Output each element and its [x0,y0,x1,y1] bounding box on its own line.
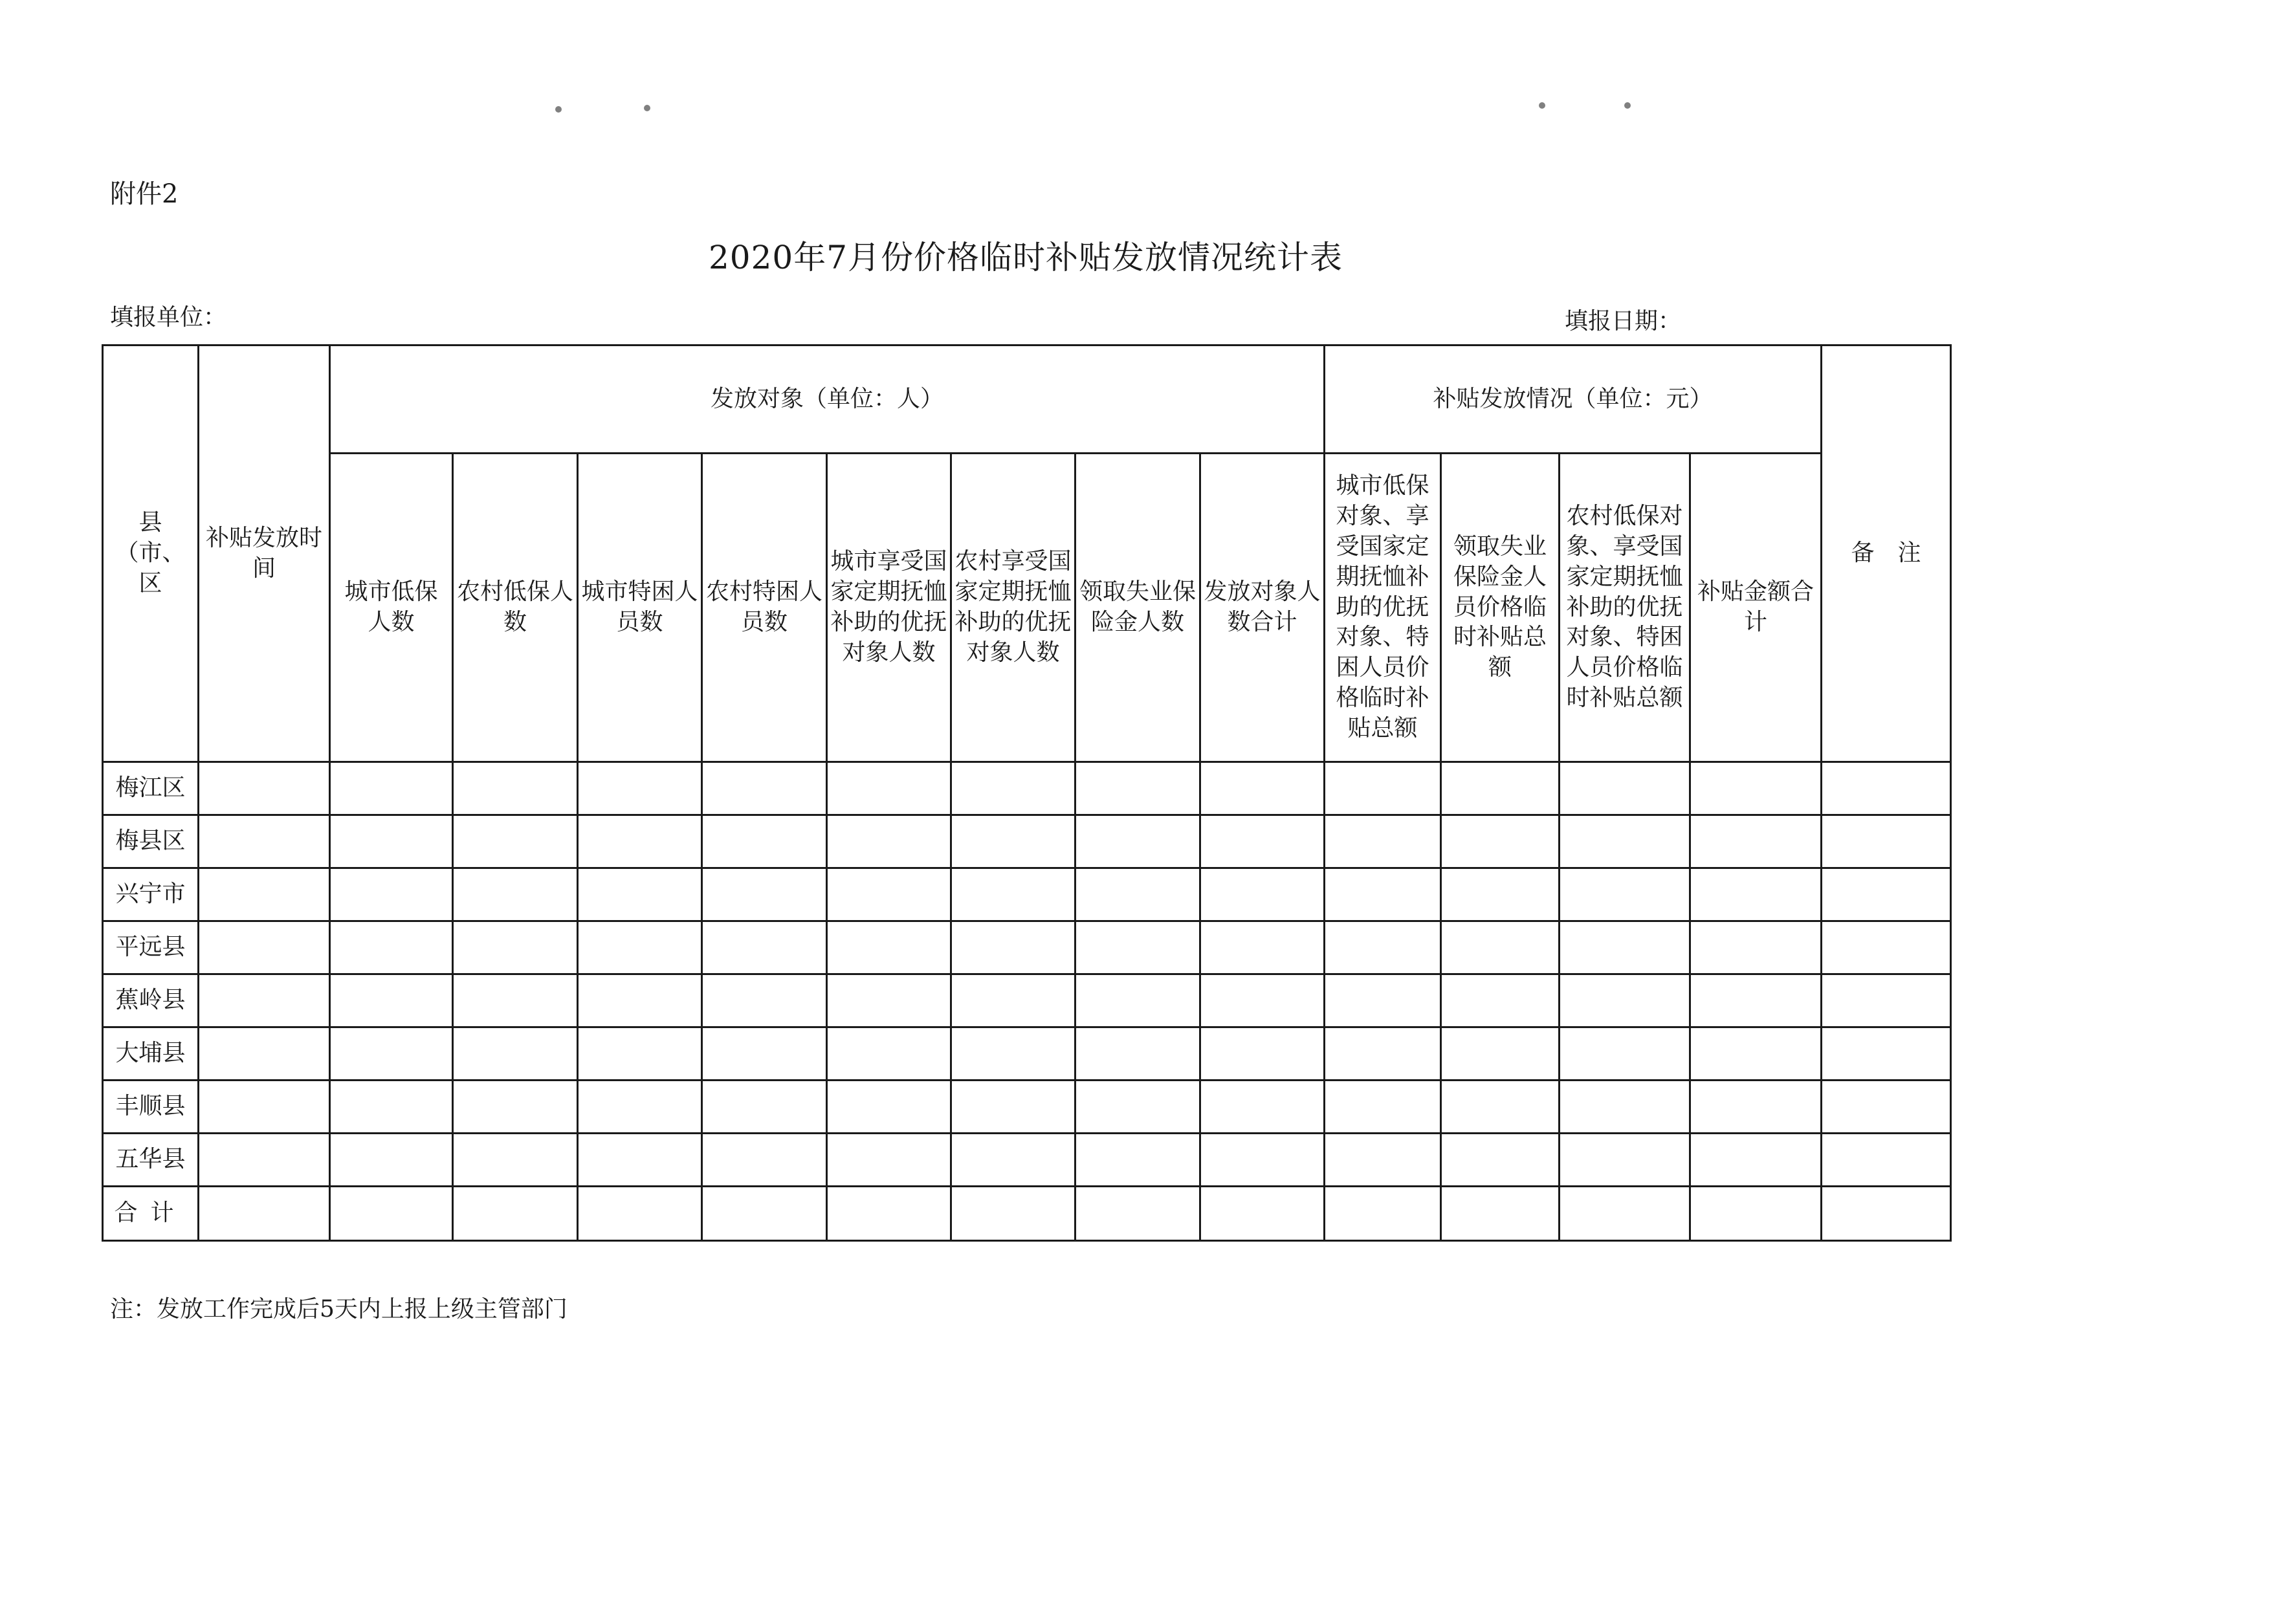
county-name-cell: 丰顺县 [103,1081,199,1134]
header-recipient-col: 发放对象人数合计 [1200,454,1325,762]
blank-entry-cell[interactable] [330,974,453,1027]
header-issue-time: 补贴发放时间 [199,346,330,762]
blank-entry-cell[interactable] [827,1134,951,1187]
blank-entry-cell[interactable] [1690,1134,1822,1187]
table-row [103,974,1951,1027]
scan-speck [1624,102,1631,109]
blank-entry-cell[interactable] [1200,815,1325,868]
blank-entry-cell[interactable] [330,868,453,921]
blank-entry-cell[interactable] [199,1134,330,1187]
blank-entry-cell[interactable] [1441,762,1560,815]
fill-unit-label: 填报单位： [110,304,227,331]
blank-entry-cell[interactable] [1822,1134,1951,1187]
blank-entry-cell[interactable] [1200,974,1325,1027]
blank-entry-cell[interactable] [1690,762,1822,815]
blank-entry-cell[interactable] [1325,974,1441,1027]
blank-entry-cell[interactable] [951,1134,1075,1187]
blank-entry-cell[interactable] [578,1027,702,1081]
blank-entry-cell[interactable] [1822,868,1951,921]
blank-entry-cell[interactable] [1075,1027,1200,1081]
subsidy-statistics-table [102,344,1952,1242]
table-body [103,762,1951,1241]
blank-entry-cell[interactable] [1075,1187,1200,1241]
blank-entry-cell[interactable] [578,815,702,868]
blank-entry-cell[interactable] [1560,974,1690,1027]
blank-entry-cell[interactable] [1560,1187,1690,1241]
blank-entry-cell[interactable] [453,974,578,1027]
table-row [103,1081,1951,1134]
blank-entry-cell[interactable] [578,762,702,815]
blank-entry-cell[interactable] [578,1134,702,1187]
total-label-cell: 合计 [103,1187,199,1241]
blank-entry-cell[interactable] [199,1187,330,1241]
blank-entry-cell[interactable] [951,1081,1075,1134]
blank-entry-cell[interactable] [1560,868,1690,921]
blank-entry-cell[interactable] [827,1027,951,1081]
header-subsidy-col: 农村低保对象、享受国家定期抚恤补助的优抚对象、特困人员价格临时补贴总额 [1560,454,1690,762]
blank-entry-cell[interactable] [1200,1027,1325,1081]
blank-entry-cell[interactable] [1441,868,1560,921]
header-recipient-col: 农村特困人员数 [702,454,827,762]
blank-entry-cell[interactable] [199,868,330,921]
blank-entry-cell[interactable] [453,868,578,921]
blank-entry-cell[interactable] [1822,1027,1951,1081]
table-row [103,1027,1951,1081]
blank-entry-cell[interactable] [951,921,1075,974]
blank-entry-cell[interactable] [330,762,453,815]
blank-entry-cell[interactable] [827,868,951,921]
header-subsidy-col: 补贴金额合计 [1690,454,1822,762]
blank-entry-cell[interactable] [578,921,702,974]
blank-entry-cell[interactable] [1325,762,1441,815]
blank-entry-cell[interactable] [1690,1027,1822,1081]
blank-entry-cell[interactable] [702,1027,827,1081]
blank-entry-cell[interactable] [453,1081,578,1134]
total-row [103,1187,1951,1241]
blank-entry-cell[interactable] [1690,868,1822,921]
blank-entry-cell[interactable] [827,1187,951,1241]
blank-entry-cell[interactable] [1441,974,1560,1027]
table-row [103,1134,1951,1187]
header-group-recipients: 发放对象（单位：人） [330,346,1325,454]
blank-entry-cell[interactable] [1822,974,1951,1027]
header-group-subsidy: 补贴发放情况（单位：元） [1325,346,1822,454]
county-name-cell: 大埔县 [103,1027,199,1081]
blank-entry-cell[interactable] [1075,762,1200,815]
blank-entry-cell[interactable] [951,1027,1075,1081]
blank-entry-cell[interactable] [1441,1027,1560,1081]
blank-entry-cell[interactable] [1200,1081,1325,1134]
blank-entry-cell[interactable] [453,1187,578,1241]
blank-entry-cell[interactable] [199,815,330,868]
blank-entry-cell[interactable] [1200,762,1325,815]
blank-entry-cell[interactable] [1075,815,1200,868]
blank-entry-cell[interactable] [1325,1027,1441,1081]
blank-entry-cell[interactable] [1690,815,1822,868]
blank-entry-cell[interactable] [1560,815,1690,868]
blank-entry-cell[interactable] [1690,1081,1822,1134]
blank-entry-cell[interactable] [453,1027,578,1081]
blank-entry-cell[interactable] [199,762,330,815]
table-row [103,815,1951,868]
blank-entry-cell[interactable] [330,1134,453,1187]
blank-entry-cell[interactable] [1325,1081,1441,1134]
blank-entry-cell[interactable] [330,921,453,974]
blank-entry-cell[interactable] [1325,815,1441,868]
scan-speck [644,105,650,111]
blank-entry-cell[interactable] [702,921,827,974]
blank-entry-cell[interactable] [827,921,951,974]
blank-entry-cell[interactable] [702,815,827,868]
blank-entry-cell[interactable] [1441,815,1560,868]
header-recipient-col: 农村享受国家定期抚恤补助的优抚对象人数 [951,454,1075,762]
blank-entry-cell[interactable] [951,815,1075,868]
blank-entry-cell[interactable] [1822,815,1951,868]
blank-entry-cell[interactable] [578,974,702,1027]
blank-entry-cell[interactable] [702,1187,827,1241]
blank-entry-cell[interactable] [199,1027,330,1081]
blank-entry-cell[interactable] [1822,921,1951,974]
blank-entry-cell[interactable] [453,815,578,868]
blank-entry-cell[interactable] [578,868,702,921]
county-name-cell: 兴宁市 [103,868,199,921]
blank-entry-cell[interactable] [1075,974,1200,1027]
scan-speck [555,106,562,113]
blank-entry-cell[interactable] [1325,921,1441,974]
blank-entry-cell[interactable] [199,974,330,1027]
footnote: 注：发放工作完成后5天内上报上级主管部门 [110,1296,568,1322]
blank-entry-cell[interactable] [1325,1134,1441,1187]
attachment-label: 附件2 [110,179,179,209]
blank-entry-cell[interactable] [951,974,1075,1027]
blank-entry-cell[interactable] [1560,762,1690,815]
header-recipient-col: 领取失业保险金人数 [1075,454,1200,762]
county-name-cell: 梅江区 [103,762,199,815]
county-name-cell: 蕉岭县 [103,974,199,1027]
blank-entry-cell[interactable] [827,1081,951,1134]
blank-entry-cell[interactable] [702,1134,827,1187]
blank-entry-cell[interactable] [1560,1027,1690,1081]
scan-speck [1539,102,1545,109]
table-row [103,921,1951,974]
blank-entry-cell[interactable] [951,868,1075,921]
blank-entry-cell[interactable] [1441,1187,1560,1241]
blank-entry-cell[interactable] [827,815,951,868]
blank-entry-cell[interactable] [578,1187,702,1241]
blank-entry-cell[interactable] [1200,1187,1325,1241]
header-recipient-col: 城市特困人员数 [578,454,702,762]
blank-entry-cell[interactable] [1200,921,1325,974]
blank-entry-cell[interactable] [702,1081,827,1134]
blank-entry-cell[interactable] [827,762,951,815]
blank-entry-cell[interactable] [1325,868,1441,921]
blank-entry-cell[interactable] [702,868,827,921]
blank-entry-cell[interactable] [578,1081,702,1134]
blank-entry-cell[interactable] [330,1027,453,1081]
blank-entry-cell[interactable] [1075,868,1200,921]
blank-entry-cell[interactable] [1200,868,1325,921]
table-row [103,868,1951,921]
blank-entry-cell[interactable] [1075,1134,1200,1187]
blank-entry-cell[interactable] [827,974,951,1027]
blank-entry-cell[interactable] [453,1134,578,1187]
blank-entry-cell[interactable] [1822,762,1951,815]
blank-entry-cell[interactable] [702,762,827,815]
blank-entry-cell[interactable] [1690,1187,1822,1241]
blank-entry-cell[interactable] [1200,1134,1325,1187]
header-recipient-col: 城市享受国家定期抚恤补助的优抚对象人数 [827,454,951,762]
blank-entry-cell[interactable] [1560,1081,1690,1134]
header-recipient-col: 城市低保人数 [330,454,453,762]
header-remark: 备 注 [1822,346,1951,762]
county-name-cell: 五华县 [103,1134,199,1187]
blank-entry-cell[interactable] [330,815,453,868]
blank-entry-cell[interactable] [951,762,1075,815]
header-subsidy-col: 城市低保对象、享受国家定期抚恤补助的优抚对象、特困人员价格临时补贴总额 [1325,454,1441,762]
blank-entry-cell[interactable] [1690,974,1822,1027]
blank-entry-cell[interactable] [330,1081,453,1134]
blank-entry-cell[interactable] [199,921,330,974]
blank-entry-cell[interactable] [330,1187,453,1241]
fill-date-label: 填报日期： [1565,308,1682,335]
header-county: 县（市、区 [103,346,199,762]
blank-entry-cell[interactable] [1822,1187,1951,1241]
blank-entry-cell[interactable] [453,762,578,815]
blank-entry-cell[interactable] [1690,921,1822,974]
blank-entry-cell[interactable] [1560,1134,1690,1187]
page-title: 2020年7月份价格临时补贴发放情况统计表 [708,239,1343,276]
blank-entry-cell[interactable] [1441,1134,1560,1187]
blank-entry-cell[interactable] [702,974,827,1027]
blank-entry-cell[interactable] [1822,1081,1951,1134]
header-recipient-col: 农村低保人数 [453,454,578,762]
table-row [103,762,1951,815]
blank-entry-cell[interactable] [1325,1187,1441,1241]
county-name-cell: 平远县 [103,921,199,974]
blank-entry-cell[interactable] [1441,921,1560,974]
header-subsidy-col: 领取失业保险金人员价格临时补贴总额 [1441,454,1560,762]
blank-entry-cell[interactable] [199,1081,330,1134]
blank-entry-cell[interactable] [453,921,578,974]
blank-entry-cell[interactable] [1441,1081,1560,1134]
blank-entry-cell[interactable] [1075,1081,1200,1134]
blank-entry-cell[interactable] [1560,921,1690,974]
blank-entry-cell[interactable] [951,1187,1075,1241]
blank-entry-cell[interactable] [1075,921,1200,974]
county-name-cell: 梅县区 [103,815,199,868]
